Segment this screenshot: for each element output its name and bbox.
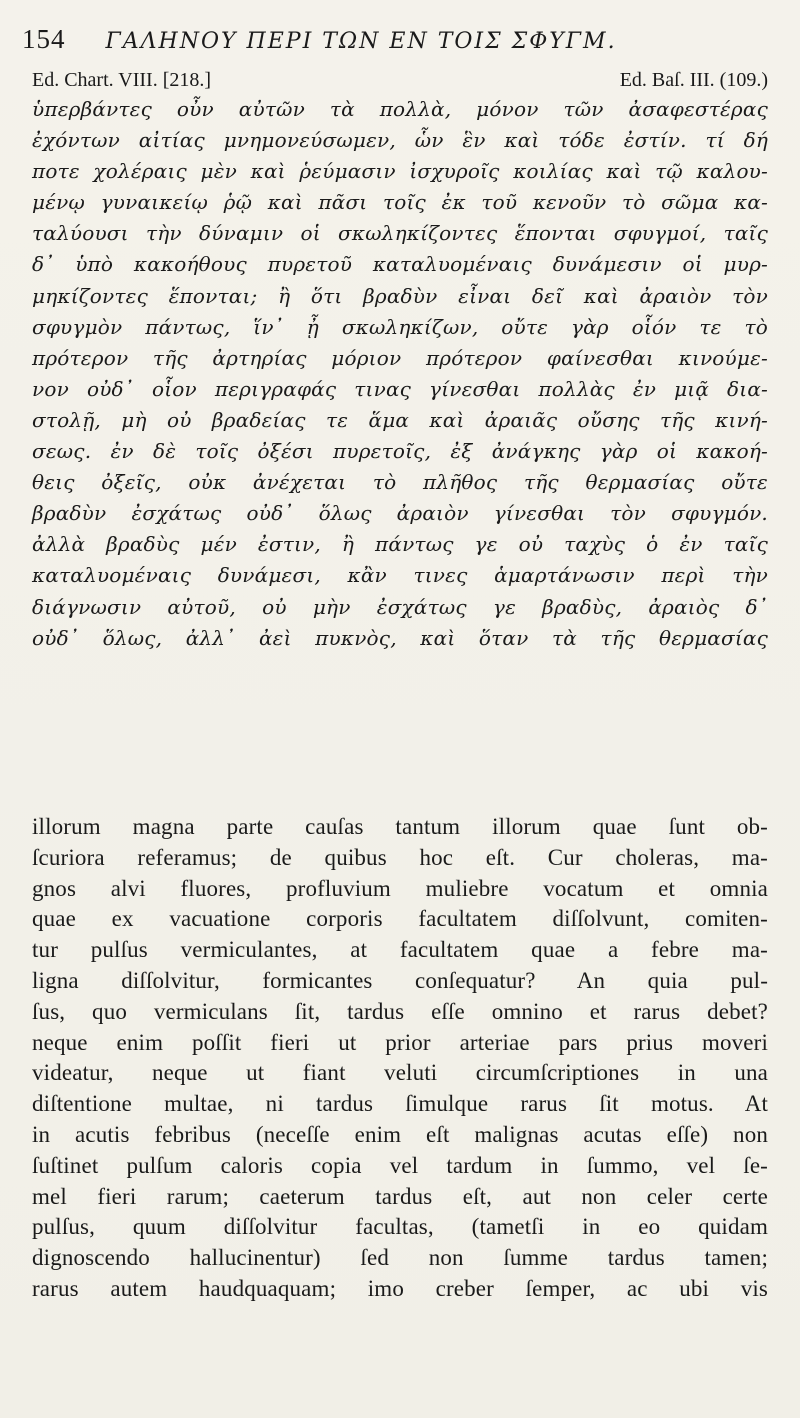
greek-text-block bbox=[22, 94, 768, 654]
greek-line: θεις ὀξεῖς, οὐκ ἀνέχεται τὸ πλῆθος τῆς θερμασίας οὔτε bbox=[32, 470, 768, 495]
latin-line: illorum magna parte cauſas tantum illorum quae ſunt ob- bbox=[32, 814, 768, 839]
greek-line: οὐδ᾽ ὅλως, ἀλλ᾽ ἀεὶ πυκνὸς, καὶ ὅταν τὰ τῆς θερμασίας bbox=[32, 625, 768, 650]
running-title: ΓΑΛΗΝΟΥ ΠΕΡΙ ΤΩΝ ΕΝ ΤΟΙΣ ΣΦΥΓΜ. bbox=[105, 29, 617, 54]
latin-line: videatur, neque ut fiant veluti circumſcriptiones in una bbox=[32, 1060, 768, 1086]
latin-line: ſuſtinet pulſum caloris copia vel tardum in ſummo, vel ſe- bbox=[32, 1152, 768, 1178]
greek-line: δ᾽ ὑπὸ κακοήθους πυρετοῦ καταλυομέναις δυνάμεσιν οἱ μυρ- bbox=[32, 252, 768, 277]
greek-line: ἀλλὰ βραδὺς μέν ἐστιν, ἢ πάντως γε οὐ ταχὺς ὁ ἐν ταῖς bbox=[32, 532, 768, 557]
running-head bbox=[22, 0, 768, 64]
latin-line: neque enim poſſit fieri ut prior arteriae pars prius moveri bbox=[32, 1029, 768, 1055]
greek-line: ταλύουσι τὴν δύναμιν οἱ σκωληκίζοντες ἕπονται σφυγμοί, ταῖς bbox=[32, 221, 768, 246]
latin-line: ſus, quo vermiculans ſit, tardus eſſe omnino et rarus debet? bbox=[32, 998, 768, 1024]
greek-line: ὑπερβάντες οὖν αὐτῶν τὰ πολλὰ, μόνον τῶν ἀσαφεστέρας bbox=[32, 97, 768, 121]
greek-line: καταλυομέναις δυνάμεσι, κἂν τινες ἁμαρτάνωσιν περὶ τὴν bbox=[32, 563, 768, 588]
latin-line: in acutis febribus (neceſſe enim eſt malignas acutas eſſe) non bbox=[32, 1121, 768, 1147]
greek-line: στολῇ, μὴ οὐ βραδείας τε ἅμα καὶ ἀραιᾶς οὔσης τῆς κινή- bbox=[32, 407, 768, 432]
latin-line: ligna diſſolvitur, formicantes conſequatur? An quia pul- bbox=[32, 967, 768, 993]
edition-right-reference: Ed. Baſ. III. (109.) bbox=[619, 69, 768, 91]
latin-line: dignoscendo hallucinentur) ſed non ſumme tardus tamen; bbox=[32, 1245, 768, 1271]
greek-line: βραδὺν ἐσχάτως οὐδ᾽ ὅλως ἀραιὸν γίνεσθαι τὸν σφυγμόν. bbox=[32, 501, 768, 526]
latin-line: pulſus, quum diſſolvitur facultas, (tametſi in eo quidam bbox=[32, 1214, 768, 1240]
edition-reference-line bbox=[22, 70, 768, 90]
latin-text-block bbox=[32, 812, 768, 1305]
latin-line: gnos alvi fluores, profluvium muliebre vocatum et omnia bbox=[32, 875, 768, 901]
page-number: 154 bbox=[22, 24, 66, 54]
greek-line: σφυγμὸν πάντως, ἵν᾽ ᾖ σκωληκίζων, οὔτε γὰρ οἷόν τε τὸ bbox=[32, 314, 768, 339]
greek-line: μένῳ γυναικείῳ ῥῷ καὶ πᾶσι τοῖς ἐκ τοῦ κενοῦν τὸ σῶμα κα- bbox=[32, 190, 768, 215]
greek-line: ποτε χολέραις μὲν καὶ ῥεύμασιν ἰσχυροῖς κοιλίας καὶ τῷ καλου- bbox=[32, 159, 768, 184]
latin-line: mel fieri rarum; caeterum tardus eſt, aut non celer certe bbox=[32, 1183, 768, 1209]
greek-line: ἐχόντων αἰτίας μνημονεύσωμεν, ὧν ἓν καὶ τόδε ἐστίν. τί δή bbox=[32, 128, 768, 153]
greek-line: πρότερον τῆς ἀρτηρίας μόριον πρότερον φαίνεσθαι κινούμε- bbox=[32, 345, 768, 370]
greek-line: νον οὐδ᾽ οἷον περιγραφάς τινας γίνεσθαι πολλὰς ἐν μιᾷ δια- bbox=[32, 376, 768, 401]
greek-line: σεως. ἐν δὲ τοῖς ὀξέσι πυρετοῖς, ἐξ ἀνάγκης γὰρ οἱ κακοή- bbox=[32, 439, 768, 464]
latin-line: quae ex vacuatione corporis facultatem diſſolvunt, comiten- bbox=[32, 906, 768, 932]
latin-line: rarus autem haudquaquam; imo creber ſemper, ac ubi vis bbox=[32, 1275, 768, 1301]
latin-line: diſtentione multae, ni tardus ſimulque rarus ſit motus. At bbox=[32, 1091, 768, 1117]
edition-left-reference: Ed. Chart. VIII. [218.] bbox=[32, 69, 212, 91]
greek-line: μηκίζοντες ἕπονται; ἢ ὅτι βραδὺν εἶναι δεῖ καὶ ἀραιὸν τὸν bbox=[32, 283, 768, 308]
latin-line: ſcuriora referamus; de quibus hoc eſt. Cur choleras, ma- bbox=[32, 844, 768, 870]
greek-line: διάγνωσιν αὐτοῦ, οὐ μὴν ἐσχάτως γε βραδὺς, ἀραιὸς δ᾽ bbox=[32, 594, 768, 619]
latin-line: tur pulſus vermiculantes, at facultatem quae a febre ma- bbox=[32, 937, 768, 963]
